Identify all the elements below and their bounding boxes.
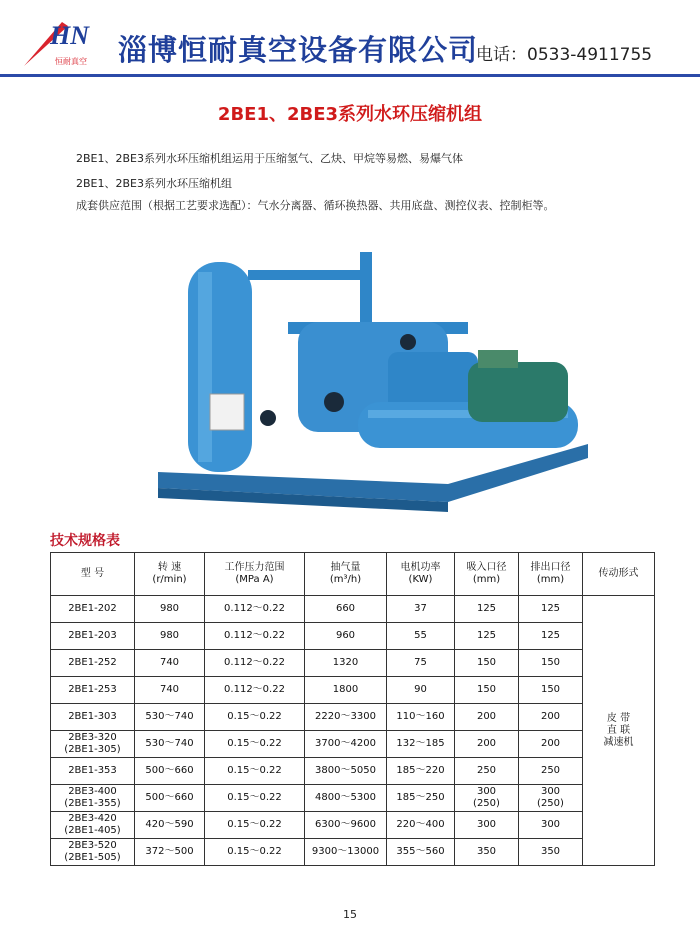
table-cell-pressure: 0.112～0.22 <box>205 677 305 704</box>
table-cell-flow: 4800～5300 <box>305 785 387 812</box>
table-cell-model: 2BE1-353 <box>51 758 135 785</box>
company-logo <box>22 14 112 74</box>
table-cell-outlet: 200 <box>519 731 583 758</box>
table-cell-power: 185～220 <box>387 758 455 785</box>
table-cell-power: 75 <box>387 650 455 677</box>
table-cell-model: 2BE1-202 <box>51 596 135 623</box>
table-cell-pressure: 0.15～0.22 <box>205 758 305 785</box>
table-cell-speed: 530～740 <box>135 704 205 731</box>
table-cell-inlet: 300 <box>455 812 519 839</box>
table-cell-pressure: 0.15～0.22 <box>205 839 305 866</box>
table-cell-speed: 980 <box>135 596 205 623</box>
header-inlet: 吸入口径 (mm) <box>455 553 519 596</box>
table-cell-pressure: 0.15～0.22 <box>205 704 305 731</box>
table-cell-speed: 500～660 <box>135 785 205 812</box>
description-line: 2BE1、2BE3系列水环压缩机组 <box>76 177 232 190</box>
table-row <box>51 812 655 839</box>
table-cell-inlet: 125 <box>455 596 519 623</box>
table-cell-model: 2BE1-303 <box>51 704 135 731</box>
table-row <box>51 650 655 677</box>
table-cell-power: 132～185 <box>387 731 455 758</box>
header-model: 型 号 <box>51 553 135 596</box>
table-cell-power: 185～250 <box>387 785 455 812</box>
table-row <box>51 785 655 812</box>
table-cell-speed: 980 <box>135 623 205 650</box>
table-cell-speed: 740 <box>135 650 205 677</box>
table-cell-flow: 1800 <box>305 677 387 704</box>
table-cell-inlet: 150 <box>455 677 519 704</box>
page-header <box>0 0 700 80</box>
table-row <box>51 596 655 623</box>
table-cell-model: 2BE1-253 <box>51 677 135 704</box>
table-cell-pressure: 0.112～0.22 <box>205 650 305 677</box>
logo-text: 恒耐真空 <box>55 57 87 66</box>
table-cell-pressure: 0.15～0.22 <box>205 785 305 812</box>
page-title: 2BE1、2BE3系列水环压缩机组 <box>217 104 483 125</box>
table-cell-inlet: 150 <box>455 650 519 677</box>
table-cell-speed: 740 <box>135 677 205 704</box>
table-cell-outlet: 125 <box>519 623 583 650</box>
table-row <box>51 623 655 650</box>
table-cell-power: 55 <box>387 623 455 650</box>
table-cell-outlet: 350 <box>519 839 583 866</box>
table-cell-pressure: 0.112～0.22 <box>205 596 305 623</box>
svg-text:HN: HN <box>50 21 89 50</box>
table-cell-speed: 530～740 <box>135 731 205 758</box>
table-cell-power: 110～160 <box>387 704 455 731</box>
table-cell-pressure: 0.15～0.22 <box>205 812 305 839</box>
description-line: 成套供应范围（根据工艺要求选配）：气水分离器、循环换热器、共用底盘、测控仪表、控制柜等。 <box>76 199 555 212</box>
table-row <box>51 758 655 785</box>
table-cell-outlet: 150 <box>519 677 583 704</box>
table-cell-power: 220～400 <box>387 812 455 839</box>
table-cell-flow: 2220～3300 <box>305 704 387 731</box>
header-outlet: 排出口径 (mm) <box>519 553 583 596</box>
table-row <box>51 677 655 704</box>
phone-number: 电话：0533-4911755 <box>476 45 653 65</box>
table-cell-model: 2BE3-400 (2BE1-355) <box>51 785 135 812</box>
table-cell-model: 2BE1-203 <box>51 623 135 650</box>
table-cell-speed: 372～500 <box>135 839 205 866</box>
header-pressure: 工作压力范围 (MPa A) <box>205 553 305 596</box>
table-cell-speed: 500～660 <box>135 758 205 785</box>
table-cell-inlet: 125 <box>455 623 519 650</box>
table-cell-outlet: 250 <box>519 758 583 785</box>
table-cell-flow: 1320 <box>305 650 387 677</box>
table-cell-flow: 960 <box>305 623 387 650</box>
table-cell-inlet: 300 (250) <box>455 785 519 812</box>
table-cell-model: 2BE1-252 <box>51 650 135 677</box>
drive-type-cell: 皮 带 直 联 减速机 <box>583 596 655 866</box>
table-cell-flow: 3700～4200 <box>305 731 387 758</box>
table-row <box>51 731 655 758</box>
table-cell-model: 2BE3-320 (2BE1-305) <box>51 731 135 758</box>
table-cell-outlet: 150 <box>519 650 583 677</box>
table-cell-outlet: 125 <box>519 596 583 623</box>
header-flow: 抽气量 (m³/h) <box>305 553 387 596</box>
table-header-row <box>51 553 655 596</box>
table-cell-flow: 9300～13000 <box>305 839 387 866</box>
spec-table <box>50 552 655 866</box>
table-row <box>51 704 655 731</box>
table-cell-inlet: 350 <box>455 839 519 866</box>
page-number: 15 <box>343 908 357 921</box>
header-drive: 传动形式 <box>583 553 655 596</box>
header-speed: 转 速 (r/min) <box>135 553 205 596</box>
table-cell-pressure: 0.112～0.22 <box>205 623 305 650</box>
table-cell-flow: 3800～5050 <box>305 758 387 785</box>
table-cell-outlet: 200 <box>519 704 583 731</box>
table-cell-inlet: 200 <box>455 704 519 731</box>
table-cell-pressure: 0.15～0.22 <box>205 731 305 758</box>
description-line: 2BE1、2BE3系列水环压缩机组运用于压缩氢气、乙炔、甲烷等易燃、易爆气体 <box>76 152 463 165</box>
table-cell-inlet: 250 <box>455 758 519 785</box>
spec-table-title: 技术规格表 <box>50 533 120 549</box>
header-power: 电机功率 (KW) <box>387 553 455 596</box>
compressor-unit-photo <box>148 222 594 518</box>
header-divider <box>0 74 700 77</box>
company-name: 淄博恒耐真空设备有限公司 <box>118 33 479 67</box>
table-cell-flow: 660 <box>305 596 387 623</box>
table-cell-power: 355～560 <box>387 839 455 866</box>
table-cell-speed: 420～590 <box>135 812 205 839</box>
table-cell-outlet: 300 (250) <box>519 785 583 812</box>
table-cell-model: 2BE3-520 (2BE1-505) <box>51 839 135 866</box>
table-cell-power: 90 <box>387 677 455 704</box>
table-cell-model: 2BE3-420 (2BE1-405) <box>51 812 135 839</box>
table-cell-power: 37 <box>387 596 455 623</box>
table-cell-inlet: 200 <box>455 731 519 758</box>
table-row <box>51 839 655 866</box>
table-cell-outlet: 300 <box>519 812 583 839</box>
table-cell-flow: 6300～9600 <box>305 812 387 839</box>
